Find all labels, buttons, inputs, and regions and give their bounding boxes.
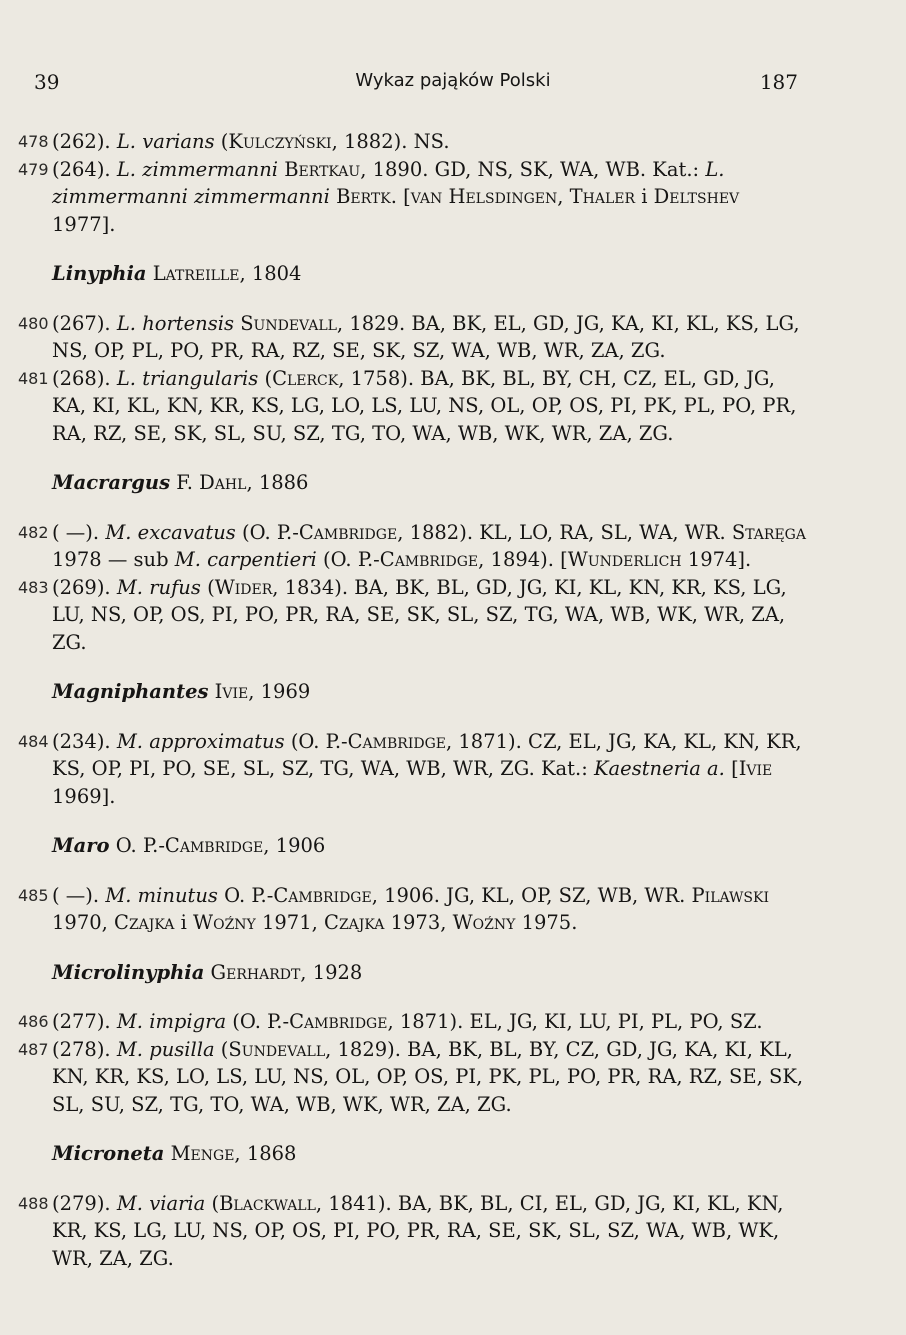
entry-text: 1970, [52,911,115,934]
entry-text: , 1894). [ [478,548,568,571]
entry-text: (234). [52,729,117,753]
species-name: M. viaria [116,1191,206,1215]
genus-heading [52,260,806,288]
author-name: Thaler [569,185,636,208]
author-name: Ivie [214,680,249,703]
species-name: L. varians [116,130,215,153]
entry-number: 481 [18,368,49,388]
entry-text: i [635,185,654,208]
entry-text: , 1906. JG, KL, OP, SZ, WB, WR. [371,883,692,907]
entry-number: 478 [18,132,49,151]
entry-text: ( [214,130,229,153]
species-entry [18,310,806,365]
entry-text: 1973, [384,911,453,934]
species-entry [18,1008,806,1036]
species-entry [18,365,806,448]
page-number-right: 187 [759,70,798,94]
genus-name: Microlinyphia [52,960,205,984]
author-name: Menge [170,1142,235,1165]
species-entry [18,728,806,811]
entry-number: 484 [18,731,49,751]
entry-text: ( [258,366,273,390]
author-name: Cambridge [379,548,479,571]
author-name: Ivie [738,757,773,780]
entry-text: (O. P.- [226,1010,290,1033]
genus-name: Linyphia [52,262,147,285]
entry-text: (267). [52,311,117,335]
entry-text: , 1928 [300,960,363,984]
species-list [18,128,806,1272]
author-name: van Helsdingen [410,185,558,208]
entry-text: ( [200,575,215,599]
entry-text: (O. P.- [316,548,380,571]
entry-text: 1974]. [681,548,752,571]
page-title: Wykaz pająków Polski [355,70,551,91]
species-entry [18,156,806,239]
author-name: Kulczyński [228,130,332,153]
entry-number: 482 [18,522,49,542]
genus-heading [52,469,806,497]
entry-text: 1978 — sub [52,548,175,571]
entry-text: , 1829). BA, BK, BL, BY, CZ, GD, JG, KA, KI, KL, KN, KR, KS, LO, LS, LU, NS, OL, OP, OS, PI, PK, PL, PO, PR, RA, RZ, SE, SK, SL, SU, SZ, TG, TO, WA, WB, WK, WR, ZA, ZG. [52,1037,804,1116]
author-name: Clerck [272,366,339,390]
genus-name: Macrargus [52,471,171,494]
entry-text: (269). [52,575,117,599]
running-header [0,70,906,100]
entry-text: 1977]. [52,212,116,236]
author-name: Cambridge [289,1010,388,1033]
author-name: Bertk [336,185,391,208]
entry-text: 1969]. [52,784,116,808]
author-name: Cambridge [273,883,372,907]
species-name: M. pusilla [116,1037,215,1061]
author-name: Sundevall [240,311,337,335]
author-name: Czajka [114,911,175,934]
entry-text: , 1886 [246,471,309,494]
entry-text: (277). [52,1010,117,1033]
entry-text: ( —). [52,883,106,907]
author-name: Woźny [193,911,256,934]
species-name: M. approximatus [116,729,285,753]
species-name: L. zimmermanni zimmermanni [52,157,725,208]
entry-text: . [ [390,185,411,208]
entry-number: 479 [18,159,49,179]
author-name: Cambridge [164,834,264,857]
entry-text: , 1969 [248,680,311,703]
entry-number: 486 [18,1012,49,1031]
entry-text: , 1804 [239,262,302,285]
species-entry [18,1190,806,1273]
entry-text: 1975. [515,911,578,934]
entry-number: 483 [18,577,49,597]
author-name: Blackwall [219,1191,316,1215]
author-name: Bertkau [284,157,361,181]
author-name: Sundevall [228,1037,326,1061]
entry-text: (O. P.- [284,729,348,753]
author-name: Gerhardt [210,960,301,984]
entry-text: , 1882). NS. [331,130,450,153]
species-name: M. minutus [105,883,218,907]
species-entry [18,882,806,937]
entry-text: ( [205,1191,220,1215]
entry-text: , 1868 [234,1142,297,1165]
entry-text: F. [170,471,200,494]
species-entry [18,519,806,574]
author-name: Dahl [199,471,247,494]
author-name: Woźny [452,911,516,934]
entry-text: (262). [52,130,117,153]
entry-text: , [557,185,570,208]
genus-name: Maro [52,834,110,857]
entry-text: O. P.- [109,834,165,857]
entry-text: , 1871). CZ, EL, JG, KA, KL, KN, KR, KS, OP, PI, PO, SE, SL, SZ, TG, WA, WB, WR, ZG. Kat.: [52,729,802,780]
species-name: M. rufus [116,575,201,599]
entry-text: i [174,911,194,934]
entry-text: , 1882). KL, LO, RA, SL, WA, WR. [397,520,732,544]
species-name: Kaestneria a. [593,757,725,780]
species-name: M. excavatus [105,520,236,544]
entry-text: ( [214,1037,229,1061]
author-name: Pilawski [691,883,770,907]
genus-heading [52,959,806,987]
entry-text: , 1834). BA, BK, BL, GD, JG, KI, KL, KN, KR, KS, LG, LU, NS, OP, OS, PI, PO, PR, RA, SE, SK, SL, SZ, TG, WA, WB, WK, WR, ZA, ZG. [52,575,787,654]
genus-name: Microneta [52,1142,165,1165]
entry-text: , 1871). EL, JG, KI, LU, PI, PL, PO, SZ. [387,1010,763,1033]
entry-text: O. P.- [217,883,274,907]
entry-number: 488 [18,1193,49,1213]
entry-text: , 1890. GD, NS, SK, WA, WB. Kat.: [360,157,706,181]
author-name: Cambridge [347,729,446,753]
genus-heading [52,1140,806,1168]
page-number-left: 39 [34,70,60,94]
entry-text: (O. P.- [235,520,299,544]
entry-text: (268). [52,366,117,390]
entry-text: , 1758). BA, BK, BL, BY, CH, CZ, EL, GD, JG, KA, KI, KL, KN, KR, KS, LG, LO, LS, LU, NS, OL, OP, OS, PI, PK, PL, PO, PR, RA, RZ, SE, SK, SL, SU, SZ, TG, TO, WA, WB, WK, WR, ZA, ZG. [52,366,797,445]
author-name: Wunderlich [567,548,682,571]
entry-text: , 1841). BA, BK, BL, CI, EL, GD, JG, KI, KL, KN, KR, KS, LG, LU, NS, OP, OS, PI, PO, PR, RA, SE, SK, SL, SZ, WA, WB, WK, WR, ZA, ZG. [52,1191,784,1270]
entry-text: (279). [52,1191,117,1215]
entry-text: [ [724,757,739,780]
entry-number: 480 [18,313,49,333]
author-name: Staręga [731,520,806,544]
entry-number: 487 [18,1039,49,1059]
species-name: L. hortensis [116,311,234,335]
entry-text: , 1829. BA, BK, EL, GD, JG, KA, KI, KL, KS, LG, NS, OP, PL, PO, PR, RA, RZ, SE, SK, SZ, WA, WB, WR, ZA, ZG. [52,311,800,362]
species-entry [18,574,806,657]
species-entry [18,128,806,156]
entry-text: (264). [52,157,117,181]
entry-text: 1971, [255,911,325,934]
author-name: Cambridge [298,520,398,544]
entry-text: (278). [52,1037,117,1061]
author-name: Latreille [152,262,240,285]
species-name: L. zimmermanni [116,157,279,181]
species-entry [18,1036,806,1119]
genus-name: Magniphantes [52,680,209,703]
genus-heading [52,678,806,706]
author-name: Wider [214,575,273,599]
author-name: Czajka [324,911,385,934]
species-name: L. triangularis [116,366,259,390]
author-name: Deltshev [653,185,740,208]
entry-number: 485 [18,885,49,905]
species-name: M. carpentieri [174,548,317,571]
species-name: M. impigra [116,1010,227,1033]
entry-text: ( —). [52,520,106,544]
entry-text: , 1906 [263,834,326,857]
genus-heading [52,832,806,860]
